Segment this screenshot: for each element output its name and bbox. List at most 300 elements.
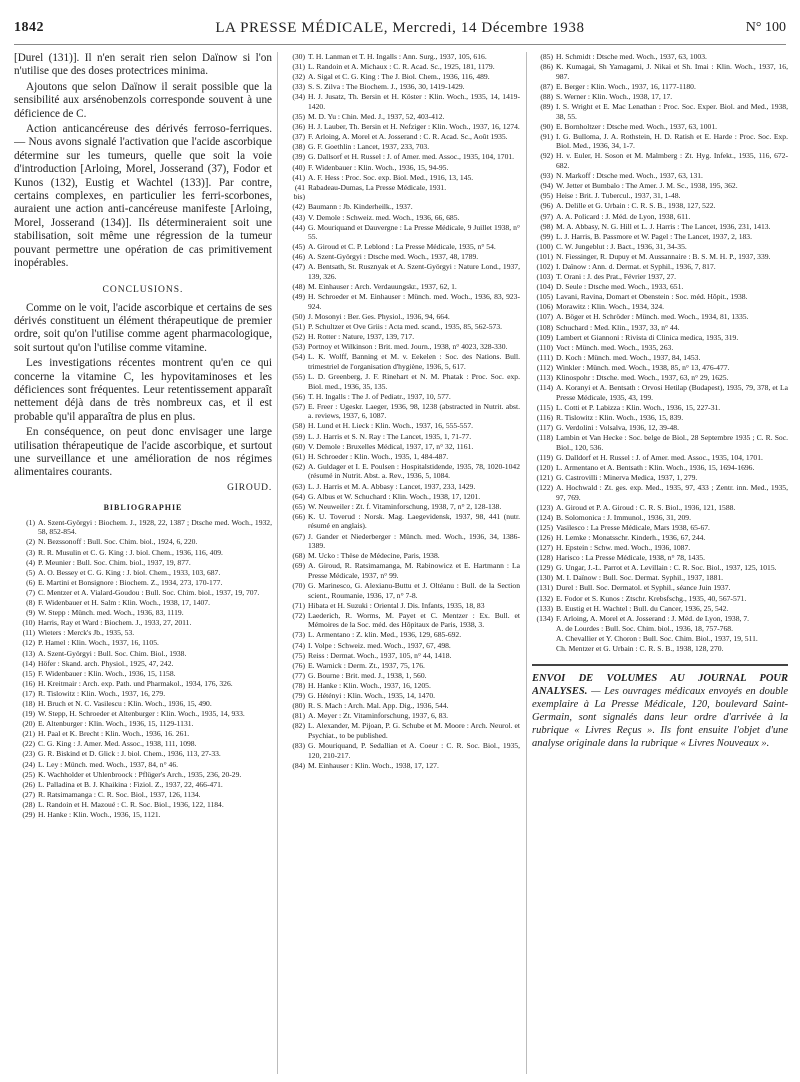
reference-text: Wieters : Merck's Jb., 1935, 53.	[38, 628, 135, 638]
reference-item	[14, 669, 272, 679]
reference-number: (51)	[292, 322, 305, 332]
reference-number: (15)	[22, 668, 35, 678]
reference-text: R. Tislowitz : Klin. Woch., 1937, 16, 279.	[38, 688, 166, 698]
reference-text: K. Wachholder et Uhlenbroock : Pflüger's Arch., 1935, 236, 20-29.	[38, 769, 242, 779]
reference-item	[532, 62, 788, 81]
reference-text: P. Meunier : Bull. Soc. Chim. biol., 1937, 19, 877.	[38, 557, 191, 567]
reference-item	[284, 492, 520, 502]
reference-list	[284, 52, 520, 770]
reference-number: (61)	[292, 451, 305, 461]
reference-number: (106)	[536, 302, 553, 312]
reference-text: Lambin et Van Hecke : Soc. belge de Biol., 28 Septembre 1935 ; C. R. Soc. Biol., 120, 536.	[556, 433, 788, 452]
reference-text: G. Verdolini : Volsalva, 1936, 12, 39-48.	[556, 422, 679, 432]
reference-number: (66)	[292, 511, 305, 521]
reference-number: (127)	[536, 543, 553, 553]
issue-number: N° 100	[745, 20, 786, 35]
reference-number: (19)	[22, 709, 35, 719]
reference-text: A. Hochwald : Zt. ges. exp. Med., 1935, 97, 433 ; Zentr. inn. Med., 1935, 97, 769.	[556, 483, 788, 502]
reference-item	[532, 222, 788, 232]
reference-item	[14, 719, 272, 729]
reference-list	[532, 52, 788, 654]
page-number: 1842	[14, 20, 44, 35]
reference-number: (24)	[22, 759, 35, 769]
reference-text: L. J. Harris et S. N. Ray : The Lancet, 1935, 1, 71-77.	[308, 431, 472, 441]
reference-item	[284, 452, 520, 462]
reference-text: E. Warnick : Derm. Zt., 1937, 75, 176.	[308, 660, 425, 670]
reference-number: (69)	[292, 561, 305, 571]
reference-number: (122)	[536, 483, 553, 493]
reference-number: (91)	[540, 131, 553, 141]
reference-text: C. Mentzer et A. Vialard-Goudou : Bull. Soc. Chim. biol., 1937, 19, 707.	[38, 587, 260, 597]
reference-number: (27)	[22, 789, 35, 799]
reference-number: (40)	[292, 162, 305, 172]
reference-item	[284, 711, 520, 721]
reference-number: (75)	[292, 650, 305, 660]
reference-text: M. I. Daïnow : Bull. Soc. Dermat. Syphil., 1937, 1881.	[556, 573, 724, 583]
reference-text: A. A. Policard : J. Méd. de Lyon, 1938, 611.	[556, 211, 691, 221]
reference-number: (83)	[292, 740, 305, 750]
reference-item	[284, 671, 520, 681]
reference-item	[14, 800, 272, 810]
reference-number: (112)	[536, 362, 553, 372]
reference-text: H. Hanke : Klin. Woch., 1937, 16, 1205.	[308, 680, 431, 690]
reference-text: H. Hanke : Klin. Woch., 1936, 15, 1121.	[38, 810, 161, 819]
reference-item	[532, 594, 788, 604]
reference-item	[284, 242, 520, 252]
reference-text: A. de Lourdes : Bull. Soc. Chim. biol., 1936, 18, 757-768.	[556, 623, 733, 633]
reference-number: (129)	[536, 563, 553, 573]
reference-item	[532, 333, 788, 343]
reference-number: (67)	[292, 531, 305, 541]
reference-text: A. O. Bessey et C. G. King : J. biol. Chem., 1933, 103, 687.	[38, 567, 221, 577]
reference-item	[14, 548, 272, 558]
reference-text: L. Armentano : Z. klin. Med., 1936, 129, 685-692.	[308, 630, 462, 640]
reference-item	[532, 363, 788, 373]
reference-number: (41)	[292, 172, 305, 182]
reference-number: (79)	[292, 691, 305, 700]
reference-item	[284, 701, 520, 711]
reference-text: W. Stepp : Münch. med. Woch., 1936, 83, 1119.	[38, 608, 184, 618]
reference-number: (22)	[22, 739, 35, 749]
reference-number: (41 bis)	[293, 182, 305, 202]
reference-item	[284, 62, 520, 72]
reference-item	[14, 578, 272, 588]
reference-item	[532, 473, 788, 483]
reference-item	[284, 462, 520, 481]
reference-number: (37)	[292, 132, 305, 142]
reference-text: G. Ungar, J.-L. Parrot et A. Levillain : C. R. Soc. Biol., 1937, 125, 1015.	[556, 563, 777, 573]
reference-item	[284, 681, 520, 691]
reference-item	[532, 433, 788, 452]
reference-text: G. Albus et W. Schuchard : Klin. Woch., 1938, 17, 1201.	[308, 491, 481, 501]
reference-number: (46)	[292, 252, 305, 262]
reference-number: (62)	[292, 461, 305, 471]
reference-text: I. Daïnow : Ann. d. Dermat. et Syphil., 1936, 7, 817.	[556, 261, 716, 271]
reference-item	[284, 173, 520, 183]
reference-text: Morawitz : Klin. Woch., 1934, 324.	[556, 302, 665, 312]
reference-text: T. Orani : J. des Prat., Février 1937, 27.	[556, 272, 677, 282]
reference-number: (78)	[292, 680, 305, 690]
reference-number: (54)	[292, 352, 305, 362]
reference-text: F. Widenbauer : Klin. Woch., 1936, 15, 1158.	[38, 668, 176, 678]
reference-item	[532, 644, 788, 654]
reference-item	[532, 453, 788, 463]
reference-text: Vasilesco : La Presse Médicale, Mars 1938, 65-67.	[556, 522, 710, 532]
reference-item	[532, 604, 788, 614]
reference-number: (21)	[22, 729, 35, 739]
reference-number: (74)	[292, 640, 305, 650]
reference-text: A. Koranyi et A. Bentsath : Orvosi Hetilap (Budapest), 1935, 79, 378, et La Presse Médicale, 1935, 43, 199.	[556, 383, 788, 402]
reference-text: Reiss : Dermat. Woch., 1937, 105, n° 44, 1418.	[308, 650, 452, 660]
reference-item	[284, 52, 520, 62]
author-signature: GIROUD.	[227, 482, 272, 493]
reference-text: N. Markoff : Dtsche med. Woch., 1937, 63, 131.	[556, 171, 703, 181]
column-left	[14, 52, 272, 1076]
reference-number: (72)	[292, 610, 305, 620]
reference-item	[532, 573, 788, 583]
reference-number: (107)	[536, 312, 553, 322]
reference-item	[284, 252, 520, 262]
reference-item	[284, 551, 520, 561]
reference-text: J. Mosonyi : Ber. Ges. Physiol., 1936, 94, 664.	[308, 311, 450, 321]
reference-item	[14, 628, 272, 638]
reference-item	[284, 112, 520, 122]
reference-text: G. R. Biskind et D. Glick : J. biol. Chem., 1936, 113, 27-33.	[38, 749, 221, 759]
reference-text: Lambert et Giannoni : Rivista di Clinica medica, 1935, 319.	[556, 332, 739, 342]
reference-text: A. Szent-Györgyi : Bull. Soc. Chim. Biol., 1938.	[38, 648, 187, 658]
reference-number: (126)	[536, 533, 553, 542]
reference-number: (73)	[292, 630, 305, 640]
reference-number: (128)	[536, 553, 553, 563]
reference-item	[284, 282, 520, 292]
reference-number: (6)	[26, 577, 35, 587]
reference-text: Laederich, R. Worms, M. Payet et C. Mentzer : Ex. Bull. et Mémoires de la Soc. méd. des Hôpitaux de Paris, 1938, 3.	[308, 610, 520, 630]
reference-item	[532, 614, 788, 624]
reference-number: (116)	[536, 412, 553, 422]
reference-number: (97)	[540, 211, 553, 221]
reference-text: C. W. Jungeblut : J. Bact., 1936, 31, 34-35.	[556, 241, 687, 251]
reference-text: A. Guldager et I. E. Poulsen : Hospitalstidende, 1935, 78, 1020-1042 (résumé in Nutrit. Abst. a. Rev., 1936, 5, 1084.	[308, 461, 520, 481]
reference-item	[284, 322, 520, 332]
reference-item	[284, 392, 520, 402]
reference-item	[532, 323, 788, 333]
reference-item	[532, 232, 788, 242]
reference-item	[532, 403, 788, 413]
reference-text: G. Mouriquand, P. Sedallian et A. Coeur : C. R. Soc. Biol., 1935, 120, 210-217.	[308, 740, 520, 760]
reference-item	[284, 312, 520, 322]
reference-text: M. Ucko : Thèse de Médecine, Paris, 1938.	[308, 551, 440, 561]
reference-text: H. Lund et H. Lieck : Klin. Woch., 1937, 16, 555-557.	[308, 421, 474, 431]
paragraph: En conséquence, on peut donc envisager une large utilisation thérapeutique de l'acide ascorbique, et surtout une surveillance et une amélioration de nos régimes alimentaires courants.	[14, 426, 272, 479]
reference-item	[532, 201, 788, 211]
reference-text: K. U. Toverud : Norsk. Mag. Laegevidensk, 1937, 98, 441 (nutr. résumé en anglais).	[308, 511, 520, 531]
reference-number	[532, 644, 556, 654]
paragraph: [Durel (131)]. Il n'en serait rien selon Daïnow si l'on n'utilise que des doses protectrices minima.	[14, 52, 272, 78]
reference-text: W. Jetter et Bumbalo : The Amer. J. M. Sc., 1938, 195, 362.	[556, 181, 738, 191]
reference-number: (12)	[22, 638, 35, 648]
notice-title: ENVOI DE VOLUMES AU JOURNAL POUR ANALYSES.	[532, 672, 788, 697]
reference-item	[284, 611, 520, 630]
reference-text: D. Seule : Dtsche med. Woch., 1933, 651.	[556, 282, 684, 292]
reference-item	[284, 661, 520, 671]
reference-number: (13)	[22, 648, 35, 658]
reference-item	[532, 262, 788, 272]
reference-text: H. J. Jusatz, Th. Bersin et H. Köster : Klin. Woch., 1935, 14, 1419-1420.	[308, 92, 520, 111]
reference-item	[532, 423, 788, 433]
reference-text: T. H. Lanman et T. H. Ingalls : Ann. Surg., 1937, 105, 616.	[308, 52, 487, 61]
reference-text: H. Lemke : Monatsschr. Kinderh., 1936, 67, 244.	[556, 533, 706, 542]
reference-number: (20)	[22, 719, 35, 729]
reference-number: (133)	[536, 603, 553, 613]
reference-item	[532, 272, 788, 282]
reference-item	[14, 608, 272, 618]
reference-item	[284, 761, 520, 771]
reference-number: (80)	[292, 701, 305, 711]
reference-number: (114)	[536, 383, 553, 393]
reference-text: L. J. Harris, B. Passmore et W. Pagel : The Lancet, 1937, 2, 183.	[556, 231, 753, 241]
reference-item	[14, 638, 272, 648]
reference-text: G. F. Goethlin : Lancet, 1937, 233, 703.	[308, 142, 430, 152]
reference-number: (18)	[22, 698, 35, 708]
reference-text: E. Bornholtzer : Dtsche med. Woch., 1937, 63, 1001.	[556, 121, 718, 131]
reference-text: G. Hétényi : Klin. Woch., 1935, 14, 1470.	[308, 691, 436, 700]
reference-item	[284, 122, 520, 132]
reference-number: (130)	[536, 573, 553, 583]
reference-text: F. Widenbauer et H. Salm : Klin. Woch., 1938, 17, 1407.	[38, 598, 210, 608]
reference-text: Portnoy et Wilkinson : Brit. med. Journ., 1938, n° 4023, 328-330.	[308, 342, 508, 352]
reference-number: (10)	[22, 618, 35, 628]
reference-text: L. Armentano et A. Bentsath : Klin. Woch., 1936, 15, 1694-1696.	[556, 462, 755, 472]
reference-item	[284, 741, 520, 760]
reference-item	[532, 181, 788, 191]
reference-number	[532, 634, 556, 644]
page-header	[14, 18, 786, 45]
reference-number: (7)	[26, 587, 35, 597]
reference-text: H. Schroeder : Klin. Woch., 1935, 1, 484-487.	[308, 451, 449, 461]
reference-item	[14, 649, 272, 659]
reference-number: (64)	[292, 491, 305, 501]
reference-text: I. S. Wright et E. Mac Lenathan : Proc. Soc. Exper. Biol. and Med., 1938, 38, 55.	[556, 101, 788, 121]
reference-text: G. Bourne : Brit. med. J., 1938, 1, 560.	[308, 670, 427, 680]
reference-item	[14, 598, 272, 608]
reference-text: E. Berger : Klin. Woch., 1937, 16, 1177-1180.	[556, 81, 696, 91]
reference-item	[284, 432, 520, 442]
reference-number: (110)	[536, 342, 553, 352]
reference-item	[532, 624, 788, 634]
reference-text: L. Ley : Münch. med. Woch., 1937, 84, n° 46.	[38, 759, 179, 769]
journal-title: LA PRESSE MÉDICALE, Mercredi, 14 Décembre 1938	[215, 20, 585, 36]
reference-item	[284, 332, 520, 342]
reference-text: K. Kumagai, Sh Yamagami, J. Nikai et Sh. Imai : Klin. Woch., 1937, 16, 987.	[556, 62, 788, 81]
reference-item	[284, 372, 520, 391]
reference-item	[284, 132, 520, 142]
reference-item	[532, 583, 788, 593]
reference-item	[284, 502, 520, 512]
reference-text: E. Fodor et S. Kunos : Ztschr. Krebsfschg., 1935, 40, 567-571.	[556, 593, 747, 603]
reference-number: (70)	[292, 580, 305, 590]
reference-item	[284, 292, 520, 311]
reference-item	[532, 563, 788, 573]
article-body	[14, 52, 272, 493]
reference-text: L. Alexander, M. Pijoan, P. G. Schube et M. Moore : Arch. Neurol. et Psychiat., to be published.	[308, 721, 520, 740]
reference-text: B. Eustig et H. Wachtel : Bull. du Cancer, 1936, 25, 542.	[556, 603, 729, 613]
reference-item	[14, 518, 272, 537]
reference-text: A. F. Hess : Proc. Soc. exp. Biol. Med., 1916, 13, 145.	[308, 172, 474, 182]
reference-text: M. D. Yu : Chin. Med. J., 1937, 52, 403-412.	[308, 112, 445, 122]
reference-number: (121)	[536, 472, 553, 482]
reference-item	[532, 523, 788, 533]
reference-text: J. Gander et Niederberger : Münch. med. Woch., 1936, 34, 1386-1389.	[308, 531, 520, 551]
reference-number: (101)	[536, 251, 553, 261]
reference-text: E. Freer : Ugeskr. Laeger, 1936, 98, 1238 (abstracted in Nutrit. abst. a. reviews, 1937, 6, 1087.	[308, 401, 520, 421]
reference-number: (17)	[22, 688, 35, 698]
reference-item	[532, 503, 788, 513]
reference-text: V. Demole : Bruxelles Médical, 1937, 17, n° 32, 1161.	[308, 441, 474, 451]
reference-text: Voct : Münch. med. Woch., 1935, 263.	[556, 342, 674, 352]
reference-number: (94)	[540, 181, 553, 191]
reference-number: (48)	[292, 282, 305, 292]
reference-number: (77)	[292, 670, 305, 680]
reference-item	[532, 312, 788, 322]
reference-number: (34)	[292, 92, 305, 102]
reference-item	[532, 483, 788, 502]
reference-item	[284, 342, 520, 352]
reference-text: W. Stepp, H. Schroeder et Altenburger : Klin. Woch., 1935, 14, 933.	[38, 709, 245, 719]
reference-text: Heise : Brit. J. Tubercul., 1937, 31, 1-48.	[556, 191, 681, 201]
reference-text: A. Sigal et C. G. King : The J. Biol. Chem., 1936, 116, 489.	[308, 72, 490, 82]
reference-text: G. Dalldorf et H. Russel : J. of Amer. med. Assoc., 1935, 104, 1701.	[556, 452, 763, 462]
reference-text: L. Cotti et P. Labizza : Klin. Woch., 1936, 15, 227-31.	[556, 402, 721, 412]
reference-number: (1)	[26, 517, 35, 527]
reference-text: H. Schmidt : Dtsche med. Woch., 1937, 63, 1003.	[556, 52, 707, 61]
paragraph: Ajoutons que selon Daïnow il serait possible que la sensibilité aux arsénobenzols corresponde souvent à une déficience de C.	[14, 80, 272, 120]
reference-text: I. Volpe : Schweiz. med. Woch., 1937, 67, 498.	[308, 640, 451, 650]
reference-text: R. Tislowitz : Klin. Woch., 1936, 15, 839.	[556, 412, 684, 422]
reference-item	[284, 163, 520, 173]
reference-number: (113)	[536, 373, 553, 382]
reference-item	[284, 601, 520, 611]
reference-item	[14, 739, 272, 749]
reference-item	[532, 373, 788, 383]
reference-text: F. Arloing, A. Morel et A. Josserand : C. R. Acad. Sc., Août 1935.	[308, 132, 508, 142]
reference-text: Ch. Mentzer et G. Urbain : C. R. S. B., 1938, 128, 270.	[556, 644, 724, 654]
reference-item	[284, 92, 520, 111]
reference-text: H. v. Euler, H. Soson et M. Malmberg : Zt. Hyg. Infekt., 1935, 116, 672-682.	[556, 151, 788, 171]
reference-item	[532, 102, 788, 121]
reference-item	[532, 343, 788, 353]
reference-text: I. G. Bulloma, J. A. Rothstein, H. D. Ratish et E. Harde : Proc. Soc. Exp. Biol. Med., 1936, 34, 1-7.	[556, 131, 788, 151]
reference-item	[14, 749, 272, 759]
reference-item	[532, 122, 788, 132]
reference-number: (65)	[292, 501, 305, 511]
reference-item	[14, 810, 272, 820]
reference-number: (85)	[540, 52, 553, 61]
reference-item	[532, 171, 788, 181]
reference-text: W. Neuweiler : Zt. f. Vitaminforschung, 1938, 7, n° 2, 128-138.	[308, 501, 502, 511]
notice-text: — Les ouvrages médicaux envoyés en double exemplaire à La Presse Médicale, 120, boulevard Saint-Germain, sont signalés dans leur ordre d'arrivée à la rubrique « Livres Reçus ». Ils font ensuite l'objet d'une analyse originale dans la rubrique « Livres Nouveaux ».	[532, 685, 788, 749]
reference-item	[284, 532, 520, 551]
reference-item	[532, 292, 788, 302]
reference-number: (30)	[292, 52, 305, 61]
reference-item	[284, 82, 520, 92]
reference-text: L. J. Harris et M. A. Abbasy : Lancet, 1937, 233, 1429.	[308, 481, 476, 491]
reference-number: (11)	[22, 628, 35, 638]
reference-text: Klinospohr : Dtsche. med. Woch., 1937, 63, n° 29, 1625.	[556, 373, 729, 382]
conclusions-heading: CONCLUSIONS.	[102, 284, 184, 295]
reference-item	[284, 72, 520, 82]
reference-item	[284, 421, 520, 431]
reference-item	[284, 152, 520, 162]
bibliography-heading: BIBLIOGRAPHIE	[103, 502, 183, 512]
reference-text: Schuchard : Med. Klin., 1937, 33, n° 44.	[556, 322, 680, 332]
reference-number: (28)	[22, 799, 35, 809]
reference-number: (32)	[292, 72, 305, 82]
reference-item	[284, 651, 520, 661]
reference-number	[532, 624, 556, 634]
reference-number: (123)	[536, 502, 553, 512]
reference-number: (3)	[26, 547, 35, 557]
reference-number: (29)	[22, 810, 35, 819]
reference-text: H. Bruch et N. C. Vasilescu : Klin. Woch., 1936, 15, 490.	[38, 698, 212, 708]
reference-item	[14, 709, 272, 719]
reference-number: (49)	[292, 292, 305, 302]
reference-text: L. D. Greenberg, J. F. Rinehart et N. M. Phatak : Proc. Soc. exp. Biol. med., 1936, 35, 135.	[308, 372, 520, 391]
reference-item	[532, 353, 788, 363]
reference-number: (111)	[537, 352, 553, 362]
reference-item	[532, 82, 788, 92]
reference-number: (53)	[292, 342, 305, 352]
reference-item	[284, 561, 520, 580]
reference-text: A. Bentsath, St. Rusznyak et A. Szent-Györgyi : Nature Lond., 1937, 139, 326.	[308, 262, 520, 282]
reference-number: (109)	[536, 332, 553, 342]
reference-number: (39)	[292, 152, 305, 162]
paragraph: Les investigations récentes montrent qu'en ce qui concerne la vitamine C, les hypovitaminoses et les déficiences sont fréquentes. Leur retentissement apparaît nettement déjà dans de très nombreux cas, et il est probable qu'il apparaîtra de plus en plus.	[14, 357, 272, 423]
reference-number: (45)	[292, 242, 305, 252]
notice-box	[532, 664, 788, 750]
reference-number: (16)	[22, 678, 35, 688]
reference-number: (4)	[26, 557, 35, 567]
reference-number: (5)	[26, 567, 35, 577]
reference-text: G. Dallsorf et H. Russel : J. of Amer. med. Assoc., 1935, 104, 1701.	[308, 152, 515, 162]
reference-text: A. Szent-Györgyi : Biochem. J., 1928, 22, 1387 ; Dtsche med. Woch., 1932, 58, 852-854.	[38, 517, 272, 537]
reference-text: F. Arloing, A. Morel et A. Josserand : J. Méd. de Lyon, 1938, 7.	[556, 613, 750, 623]
reference-item	[14, 679, 272, 689]
reference-item	[532, 553, 788, 563]
reference-text: A. Giroud et P. A. Giroud : C. R. S. Biol., 1936, 121, 1588.	[556, 502, 736, 512]
reference-text: Rabadeau-Dumas, La Presse Médicale, 1931.	[308, 182, 447, 192]
reference-number: (87)	[540, 81, 553, 91]
reference-number: (68)	[292, 551, 305, 561]
reference-text: H. Paal et K. Brecht : Klin. Woch., 1936, 16. 261.	[38, 729, 190, 739]
reference-number: (26)	[22, 779, 35, 789]
reference-number: (63)	[292, 481, 305, 491]
reference-text: G. Mouriquand et Dauvergne : La Presse Médicale, 9 Juillet 1938, n° 55.	[308, 222, 520, 242]
reference-number: (81)	[292, 711, 305, 721]
reference-item	[532, 212, 788, 222]
reference-item	[284, 202, 520, 212]
reference-text: Lavani, Ravina, Domart et Obenstein : Soc. méd. Hôpit., 1938.	[556, 292, 748, 302]
reference-text: A. Szent-Györgyi : Dtsche med. Woch., 1937, 48, 1789.	[308, 252, 479, 262]
reference-item	[284, 630, 520, 640]
reference-number: (119)	[536, 452, 553, 462]
reference-text: A. Böger et H. Schröder : Münch. med. Woch., 1934, 81, 1335.	[556, 312, 749, 322]
reference-item	[14, 558, 272, 568]
reference-number: (14)	[22, 658, 35, 668]
reference-text: Harris, Ray et Ward : Biochem. J., 1933, 27, 2011.	[38, 618, 192, 628]
reference-number: (56)	[292, 391, 305, 401]
reference-text: A. Giroud et C. P. Leblond : La Presse Médicale, 1935, n° 54.	[308, 242, 496, 252]
reference-item	[532, 52, 788, 62]
